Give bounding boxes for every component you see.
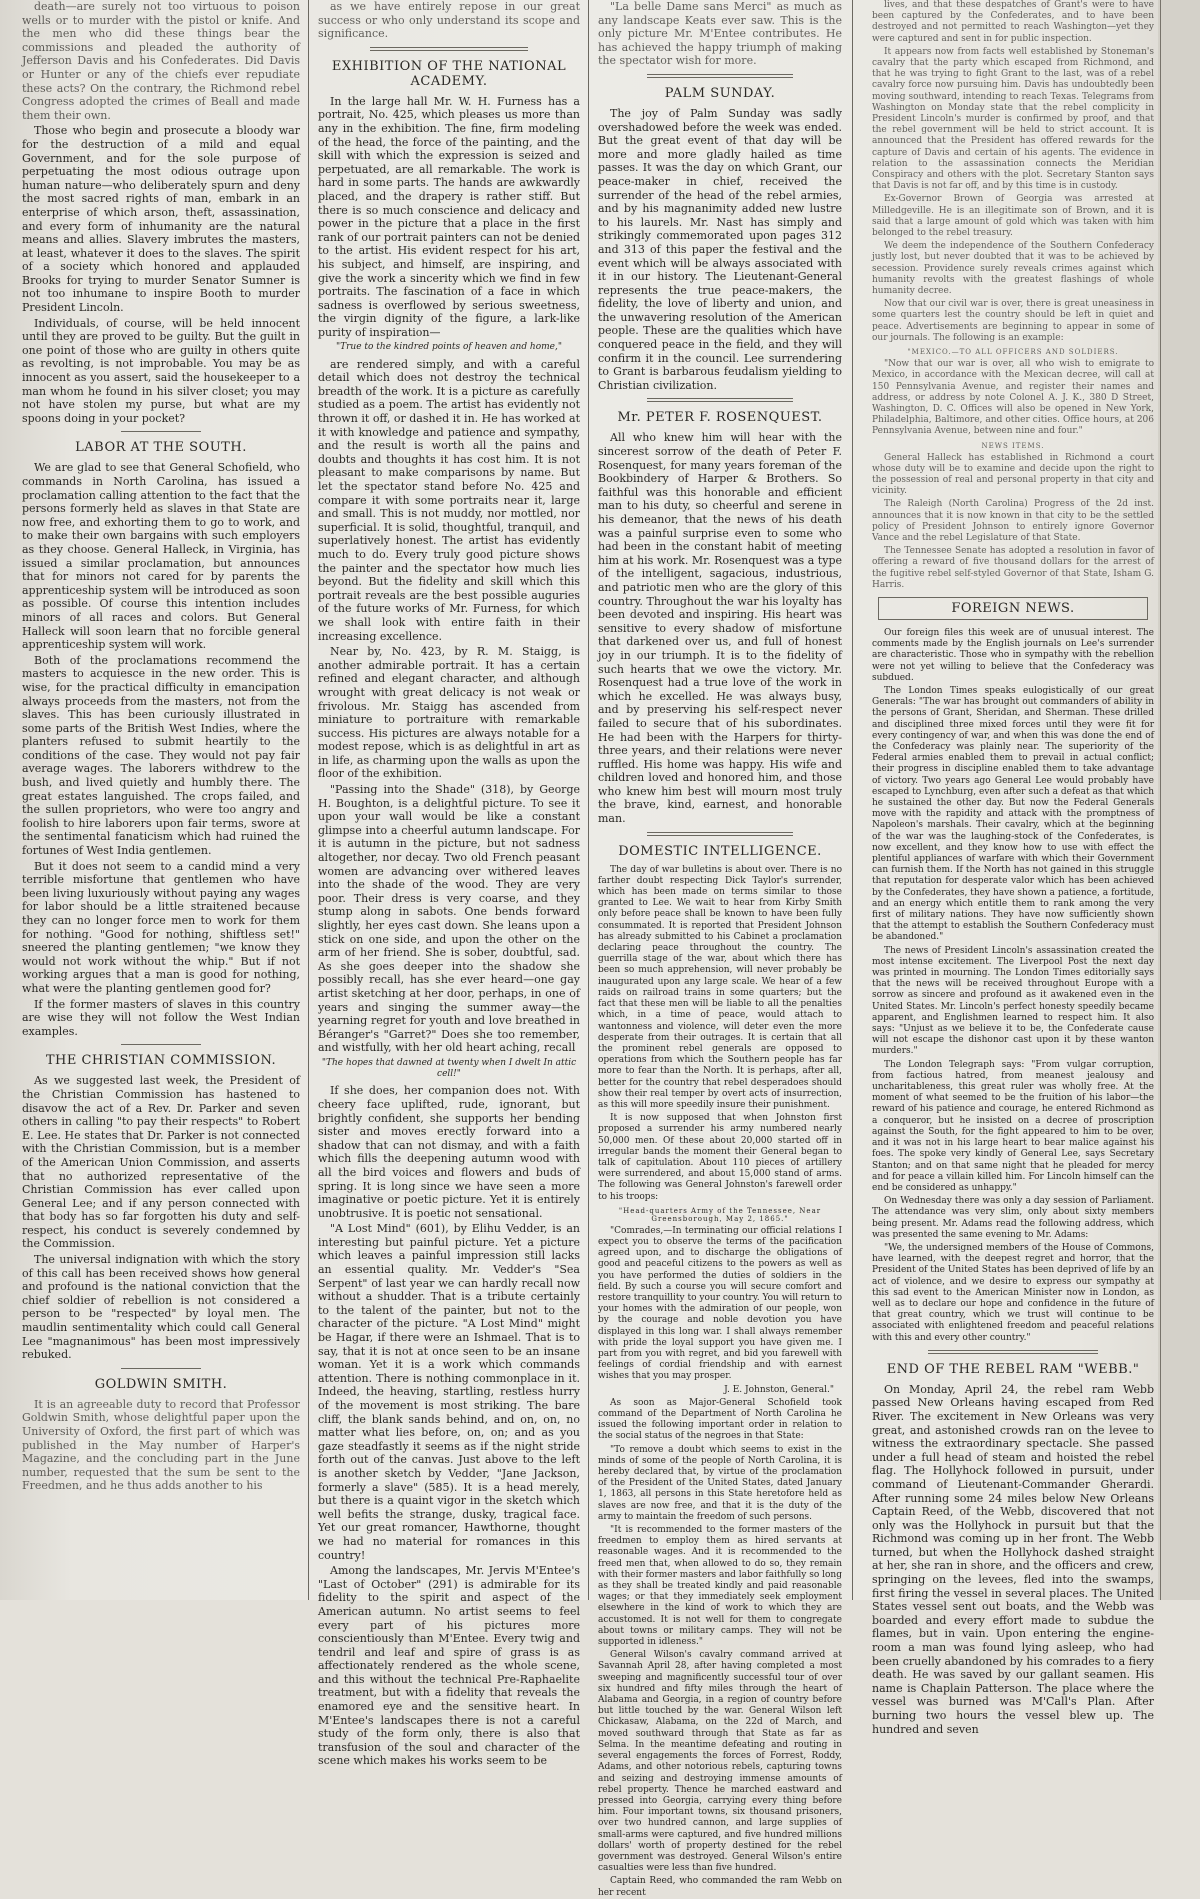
paragraph: "A Lost Mind" (601), by Elihu Vedder, is an interesting but painful picture. Yet a picture which leaves a painful impression still lacks an essential quality. Mr. Vedder's "Sea Serpent" of last year we can hardly recall now without a shudder. That is a tribute certainly to the talent of the painter, but not to the character of the picture. "A Lost Mind" might be Hagar, if there were an Ishmael. That is to say, that it is not at once seen to be an insane woman. Yet it is a work which commands attention. There is nothing commonplace in it. Indeed, the heaving, startling, restless hurry of the movement is most striking. The bare cliff, the blank sands behind, and on, on, no matter what lies before, on, on; and as you gaze steadfastly it seems as if the night stride forth out of the canvas. Just above to the left is another sketch by Vedder, "Jane Jackson, formerly a slave" (585). It is a head merely, but there is a quaint vigor in the sketch which well befits the strange, dusky, tragical face. Yet our great romancer, Hawthorne, thought we had no material for romances in this country! [318, 1222, 580, 1562]
article-domestic [598, 865, 842, 1899]
column-rule [1160, 0, 1161, 1600]
separator [370, 47, 527, 51]
separator [121, 1368, 201, 1369]
paragraph: are rendered simply, and with a careful detail which does not destroy the technical breadth of the work. It is a picture as carefully studied as a poem. The artist has evidently not thrown it off, or dashed it in. He has worked at it with knowledge and patience and sympathy, and the result is worth all the pains and doubts and thoughts it has cost him. It is not pleasant to make comparisons by name. But let the spectator stand before No. 425 and compare it with some portraits near it, large and small. This is not muddy, nor mottled, nor superficial. It is solid, thoughtful, tranquil, and superlatively honest. The artist has evidently much to do. Every truly good picture shows the painter and the spectator how much lies beyond. But the fidelity and skill which this portrait reveals are the best possible auguries of the future works of Mr. Furness, for which we shall look with entire faith in their increasing excellence. [318, 357, 581, 643]
paragraph: The London Telegraph says: "From vulgar corruption, from factious hatred, from meanest jealousy and uncharitableness, this great ruler was wholly free. At the moment of what seemed to be the fruition of his labor—the reward of his patience and courage, he entered Richmond as a conqueror, but he insisted on a decree of proscription against the South, for the fight appeared to him to be over, and it was not in his large heart to bear malice against his foes. The spoke very kindly of General Lee, says Secretary Stanton; and on that same night that he pleaded for mercy and for peace a villain killed him. For Lincoln himself can the end be considered as unhappy." [872, 1059, 1154, 1193]
paragraph: We deem the independence of the Southern Confederacy justly lost, but never doubted that it was to be achieved by secession. Providence surely reveals crimes against which humanity revolts with the greatest flashings of whole humanity decree. [872, 241, 1154, 297]
column-3 [598, 0, 842, 1898]
paragraph: "La belle Dame sans Merci" as much as any landscape Keats ever saw. This is the only picture Mr. M'Entee contributes. He has achieved the happy triumph of making the spectator wish for more. [598, 0, 842, 68]
paragraph: Among the landscapes, Mr. Jervis M'Entee's "Last of October" (291) is admirable for its fidelity to the spirit and aspect of the American autumn. No artist seems to feel every part of his pictures more conscientiously than M'Entee. Every twig and tendril and leaf and spire of grass is as affectionately rendered as the whole scene, and this without the technical Pre-Raphaelite treatment, but with a fidelity that reveals the enamored eye and the sensitive heart. In M'Entee's landscapes there is not a careful study of the form only, there is also that transfusion of the soul and character of the scene which makes his works seem to be [318, 1564, 580, 1768]
paragraph: It is an agreeable duty to record that Professor Goldwin Smith, whose delightful paper upon the University of Oxford, the first part of which was published in the May number of Harper's Magazine, and the concluding part in the June number, requested that the sum be sent to the Freedmen, and he thus adds another to his [22, 1397, 300, 1493]
paragraph: We are glad to see that General Schofield, who commands in North Carolina, has issued a proclamation calling attention to the fact that the persons formerly held as slaves in that State are now free, and exhorting them to go to work, and to make their own bargains with such employers as they choose. General Halleck, in Virginia, has issued a similar proclamation, but announces that for minors not cared for by parents the apprenticeship system will be introduced as soon as possible. Of course this intention includes minors of all races and colors. But General Halleck will soon learn that no forcible general apprenticeship system will work. [22, 461, 300, 652]
col4-top-paragraphs [872, 0, 1154, 591]
article-commission [22, 1074, 300, 1361]
paragraph: Individuals, of course, will be held innocent until they are proved to be guilty. But the guilt in one point of those who are guilty in others quite as revolting, is not improbable. You may be as innocent as you assert, said the housekeeper to a man whom he found in his silver closet; you may not have stolen my purse, but what are my spoons doing in your pocket? [22, 316, 300, 425]
quotation: "True to the kindred points of heaven and home," [335, 342, 563, 353]
paragraph: If the former masters of slaves in this country are wise they will not follow the West Indian examples. [22, 997, 300, 1038]
article-title-commission: THE CHRISTIAN COMMISSION. [45, 1053, 277, 1069]
paragraph: The Raleigh (North Carolina) Progress of the 2d inst. announces that it is now known in that city to be the settled policy of President Johnson to entirely ignore Governor Vance and the rebel Legislature of that State. [872, 499, 1154, 543]
column-1 [22, 0, 300, 1600]
paragraph: Captain Reed, who commanded the ram Webb on her recent [598, 1876, 842, 1898]
article-title-domestic: DOMESTIC INTELLIGENCE. [618, 843, 822, 859]
separator [928, 1350, 1097, 1354]
order-heading: "Head-quarters Army of the Tennessee, Near Greensborough, May 2, 1865." [618, 1206, 822, 1223]
paragraph: On Wednesday there was only a day session of Parliament. The attendance was very slim, only about sixty members being present. Mr. Adams read the following address, which was presented the same evening to Mr. Adams: [872, 1196, 1154, 1240]
separator [647, 398, 793, 402]
column-2 [318, 0, 581, 1768]
paragraph: "Comrades,—In terminating our official relations I expect you to observe the terms of the pacification agreed upon, and to discharge the obligations of good and peaceful citizens to the powers as well as you have performed the duties of soldiers in the field. By such a course you will secure comfort and restore tranquillity to your country. You will return to your homes with the admiration of our people, won by the courage and noble devotion you have displayed in this long war. I shall always remember with pride the loyal support you have given me. I part from you with regret, and bid you farewell with feelings of cordial friendship and with earnest wishes that you may prosper. [598, 1225, 842, 1382]
paragraph: General Wilson's cavalry command arrived at Savannah April 28, after having completed a most sweeping and magnificently successful tour of over six hundred and fifty miles through the heart of Alabama and Georgia, in a region of country before but little touched by the war. General Wilson left Chickasaw, Alabama, on the 22d of March, and moved southward through that State as far as Selma. In the meantime defeating and routing in several engagements the forces of Forrest, Roddy, Adams, and other notorious rebels, capturing towns and seizing and destroying immense amounts of rebel property. Thence he marched eastward and pressed into Georgia, carrying every thing before him. Four important towns, six thousand prisoners, over two hundred cannon, and large supplies of small-arms were captured, and five hundred millions dollars' worth of property destined for the rebel government was destroyed. General Wilson's entire casualties were less than five hundred. [598, 1650, 842, 1874]
paragraph: But it does not seem to a candid mind a very terrible misfortune that gentlemen who have been living luxuriously without paying any wages for labor should be a little straitened because they can no longer force men to work for them for nothing. "Good for nothing, shiftless set!" sneered the planting gentlemen; "we know they would not work without the whip." But if not working argues that a man is good for nothing, what were the planting gentlemen good for? [22, 859, 300, 995]
col1-top-paragraphs [22, 0, 300, 425]
article-rosenquest [598, 431, 842, 825]
paragraph: Now that our civil war is over, there is great uneasiness in some quarters lest the country should be left in quiet and peace. Advertisements are beginning to appear in some of our journals. The following is an example: [872, 299, 1154, 343]
paragraph: Both of the proclamations recommend the masters to acquiesce in the new order. This is wise, for the practical difficulty in emancipation always proceeds from the masters, not from the slaves. This has been curiously illustrated in some parts of the British West Indies, where the planters refused to submit heartily to the conditions of the case. They would not pay fair average wages. The laborers withdrew to the bush, and lived quietly and humbly there. The great estates languished. The crops failed, and the sullen proprietors, who were too angry and foolish to hire laborers upon fair terms, swore at the sentimental fanaticism which had ruined the fortunes of West India gentlemen. [22, 653, 300, 858]
paragraph: Those who begin and prosecute a bloody war for the destruction of a mild and equal Government, and for the sole purpose of perpetuating the most odious outrage upon human nature—who deliberately spurn and deny the most sacred rights of man, embark in an enterprise of which arson, theft, assassination, and every form of inhumanity are the natural means and allies. Slavery imbrutes the masters, at least, whatever it does to the slaves. The spirit of a society which honored and applauded Brooks for trying to murder Senator Sumner is not too inhumane to inspire Booth to murder President Lincoln. [22, 124, 300, 315]
paragraph: lives, and that these despatches of Grant's were to have been captured by the Confederates, and to have been destroyed and not permitted to reach Washington—yet they were captured and sent in for public inspection. [872, 0, 1154, 44]
article-title-rosenquest: Mr. PETER F. ROSENQUEST. [617, 410, 823, 426]
news-items-heading: NEWS ITEMS. [981, 441, 1045, 450]
paragraph: The universal indignation with which the story of this call has been received shows how general and profound is the national conviction that the chief soldier of rebellion is not considered a person to be "respected" by loyal men. The maudlin sentimentality which could call General Lee "magnanimous" has been most impressively rebuked. [22, 1253, 300, 1362]
paragraph: "To remove a doubt which seems to exist in the minds of some of the people of North Carolina, it is hereby declared that, by virtue of the proclamation of the President of the United States, dated January 1, 1863, all persons in this State heretofore held as slaves are now free, and that it is the duty of the army to maintain the freedom of such persons. [598, 1444, 842, 1522]
article-exhibition [318, 95, 580, 1768]
separator [121, 1044, 201, 1045]
separator [121, 431, 201, 432]
paragraph: death—are surely not too virtuous to poison wells or to murder with the pistol or knife. And the men who did these things bear the commissions and pleaded the authority of Jefferson Davis and his Confederates. Did Davis or Hunter or any of the chiefs ever repudiate these acts? On the contrary, the Richmond rebel Congress adopted the crimes of Beall and made them their own. [22, 0, 300, 122]
paragraph: "It is recommended to the former masters of the freedmen to employ them as hired servants at reasonable wages. And it is recommended to the freed men that, when allowed to do so, they remain with their former masters and labor faithfully so long as they shall be treated kindly and paid reasonable wages; or that they immediately seek employment elsewhere in the kind of work to which they are accustomed. It is not well for them to congregate about towns or military camps. They will not be supported in idleness." [598, 1525, 842, 1648]
column-4 [872, 0, 1154, 1736]
paragraph: The London Times speaks eulogistically of our great Generals: "The war has brought out commanders of ability in the persons of Grant, Sheridan, and Sherman. These drilled and disciplined three mixed forces until they were fit for every contingency of war, and when this was done the end of the Confederacy was plainly near. The superiority of the Federal armies enabled them to prevail in actual conflict; their progress in discipline enabled them to take advantage of victory. Two years ago General Lee would probably have escaped to Lynchburg, even after such a defeat as that which he sustained the other day. But now the Federal Generals move with the rapidity and attack with the promptness of Napoleon's marshals. Their cavalry, which at the beginning of the war was the laughing-stock of the Confederates, is now excellent, and they know how to use with effect the plentiful appliances of warfare with which their Government can furnish them. If the North has not gained in this struggle that reputation for desperate valor which has been achieved by the Confederates, they have shown a patience, a fortitude, and an energy which entitle them to rank among the very first of military nations. They have now sufficiently shown that the attempt to establish the Southern Confederacy must be abandoned." [872, 685, 1154, 943]
article-title-goldwin: GOLDWIN SMITH. [94, 1376, 228, 1392]
article-title-foreign: FOREIGN NEWS. [878, 597, 1148, 620]
article-goldwin [22, 1398, 300, 1493]
paragraph: as we have entirely repose in our great success or who only understand its scope and significance. [318, 0, 580, 41]
article-labor [22, 461, 300, 1038]
article-title-webb: END OF THE REBEL RAM "WEBB." [886, 1361, 1140, 1377]
signature-line: J. E. Johnston, General." [724, 1384, 834, 1395]
paragraph: "We, the undersigned members of the House of Commons, have learned, with the deepest regret and horror, that the President of the United States has been deprived of life by an act of violence, and we desire to express our sympathy at this sad event to the American Minister now in London, as well as to declare our hope and confidence in the future of that great country, which we trust will continue to be associated with enlightened freedom and peaceful relations with this and every other country." [872, 1242, 1154, 1343]
paragraph: In the large hall Mr. W. H. Furness has a portrait, No. 425, which pleases us more than any in the exhibition. The fine, firm modeling of the head, the force of the painting, and the skill with which the expression is seized and perpetuated, are all remarkable. The work is hard in some parts. The hands are awkwardly placed, and the drapery is rather stiff. But there is so much conscience and delicacy and power in the picture that a place in the first rank of our portrait painters can not be denied to the artist. His evident respect for his art, his subject, and himself, are inspiring, and give the work a sincerity which we find in few portraits. The fascination of a face in which sadness is overflowed by serious sweetness, the virgin dignity of the figure, a lark-like purity of inspiration— [318, 94, 580, 339]
paragraph: It is now supposed that when Johnston first proposed a surrender his army numbered nearly 50,000 men. Of these about 20,000 started off in irregular bands the moment their General began to talk of capitulation. About 110 pieces of artillery were surrendered, and about 15,000 stand of arms. The following was General Johnston's farewell order to his troops: [598, 1113, 842, 1202]
page-gutter [1158, 0, 1200, 1600]
column-rule [852, 0, 853, 1600]
advertisement-heading: "MEXICO.—TO ALL OFFICERS AND SOLDIERS. [907, 348, 1119, 357]
separator [647, 74, 793, 78]
paragraph: On Monday, April 24, the rebel ram Webb passed New Orleans having escaped from Red River. The excitement in New Orleans was very great, and astonished crowds ran on the levee to witness the extraordinary spectacle. She passed under a full head of steam and hoisted the rebel flag. The Hollyhock followed in pursuit, under command of Lieutenant-Commander Gherardi. After running some 24 miles below New Orleans Captain Reed, of the Webb, discovered that not only was the Hollyhock in pursuit but that the Richmond was coming up in her front. The Webb turned, but when the Hollyhock dashed straight at her, she ran in shore, and the officers and crew, springing on the levees, fled into the swamps, first firing the vessel in several places. The United States vessel sent out boats, and the Webb was boarded and every effort made to subdue the flames, but in vain. Upon entering the engine-room a man was found lying asleep, who had been cruelly abandoned by his comrades to a fiery death. He was saved by our gallant seamen. His name is Chaplain Patterson. The place where the vessel was burned was M'Call's Plan. After burning two hours the vessel blew up. The hundred and seven [872, 1382, 1154, 1736]
paragraph: Near by, No. 423, by R. M. Staigg, is another admirable portrait. It has a certain refined and elegant character, and although wrought with great delicacy is not weak or frivolous. Mr. Staigg has ascended from miniature to portraiture with remarkable success. His pictures are always notable for a modest repose, which is as delightful in art as in life, as charming upon the walls as upon the floor of the exhibition. [318, 645, 580, 781]
article-title-exhibition: EXHIBITION OF THE NATIONAL ACADEMY. [331, 58, 567, 89]
paragraph: General Halleck has established in Richmond a court whose duty will be to examine and decide upon the right to the possession of real and personal property in that city and vicinity. [872, 452, 1154, 497]
article-webb [872, 1383, 1154, 1736]
paragraph: It appears now from facts well established by Stoneman's cavalry that the party which escaped from Richmond, and that he was trying to fight Grant to the last, was of a rebel cavalry force now pursuing him. Davis has undoubtedly been moving southward, intending to reach Texas. Telegrams from Washington on Monday state that the rebel complicity in President Lincoln's murder is confirmed by proof, and that the rebel government will be held to strict account. It is announced that the President has offered rewards for the capture of Davis and certain of his agents. The evidence in relation to the assassination connects the Meridian Conspiracy and others with the plot. Secretary Stanton says that Davis is not far off, and by this time is in custody. [872, 46, 1154, 192]
article-foreign [872, 628, 1154, 1344]
paragraph: All who knew him will hear with the sincerest sorrow of the death of Peter F. Rosenquest, for many years foreman of the Bookbindery of Harper & Brothers. So faithful was this honorable and efficient man to his duty, so cheerful and serene in his demeanor, that the news of his death was a painful surprise even to some who had been in the constant habit of meeting him at his work. Mr. Rosenquest was a type of the intelligent, sagacious, industrious, and patriotic men who are the glory of this country. Throughout the war his loyalty has been devoted and inspiring. His heart was sensitive to every shadow of misfortune that darkened over us, and full of honest joy in our triumph. It is to the fidelity of such hearts that we owe the victory. Mr. Rosenquest had a true love of the work in which he excelled. He was always busy, and by preserving his self-respect never failed to secure that of his subordinates. He had been with the Harpers for thirty-three years, and their relations were never ruffled. His home was happy. His wife and children loved and honored him, and those who knew him best will mourn most truly the brave, kind, earnest, and honorable man. [598, 431, 842, 826]
paragraph: The Tennessee Senate has adopted a resolution in favor of offering a reward of five thousand dollars for the arrest of the fugitive rebel self-styled Governor of that State, Isham G. Harris. [872, 546, 1154, 590]
paragraph: The news of President Lincoln's assassination created the most intense excitement. The Liverpool Post the next day was printed in mourning. The London Times editorially says that the news will be received throughout Europe with a sorrow as sincere and profound as it awakened even in the United States. Mr. Lincoln's perfect honesty speedily became apparent, and Englishmen learned to respect him. It also says: "Unjust as we believe it to be, the Confederate cause will not escape the dishonor cast upon it by these wanton murders." [872, 945, 1154, 1057]
quotation: "The hopes that dawned at twenty when I dwelt In attic cell!" [321, 1057, 577, 1080]
separator [647, 832, 793, 836]
paragraph: As soon as Major-General Schofield took command of the Department of North Carolina he issued the following important order in relation to the social status of the negroes in that State: [598, 1397, 842, 1442]
article-title-palm: PALM SUNDAY. [664, 85, 776, 101]
paragraph: The day of war bulletins is about over. There is no farther doubt respecting Dick Taylor's surrender, which has been made on terms similar to those granted to Lee. We wait to hear from Kirby Smith only before peace shall be known to have been fully consummated. It is reported that President Johnson has already submitted to his Cabinet a proclamation declaring peace throughout the country. The guerrilla stage of the war, about which there has been so much apprehension, will never probably be inaugurated upon any large scale. We hear of a few raids on railroad trains in some quarters; but the fact that these men will be liable to all the penalties which, in a time of peace, would attach to wantonness and violence, will deter even the more desperate from their outrages. It is certain that all the prominent rebel generals are opposed to operations from which the Southern people has far more to fear than the North. It is perhaps, after all, better for the country that rebel desperadoes should show their real temper by overt acts of insurrection, as this will more speedily insure their punishment. [598, 864, 842, 1110]
column-rule [308, 0, 309, 1600]
article-palm [598, 107, 842, 392]
paragraph: As we suggested last week, the President of the Christian Commission has hastened to disavow the act of a Rev. Dr. Parker and seven others in calling "to pay their respects" to Robert E. Lee. He states that Dr. Parker is not connected with the Christian Commission, but is a member of the American Union Commission, and asserts that no authorized representative of the Christian Commission has ever called upon General Lee; and if any person connected with that body has so far forgotten his duty and self-respect, his conduct is severely condemned by the Commission. [22, 1074, 300, 1251]
article-title-labor: LABOR AT THE SOUTH. [75, 440, 247, 456]
paragraph: The joy of Palm Sunday was sadly overshadowed before the week was ended. But the great event of that day will be more and more gladly hailed as time passes. It was the day on which Grant, our peace-maker in chief, received the surrender of the head of the rebel armies, and by his magnanimity added new lustre to his laurels. Mr. Nast has simply and strikingly commemorated upon pages 312 and 313 of this paper the festival and the event which will be always associated with it in our history. The Lieutenant-General represents the true peace-makers, the fidelity, the love of liberty and union, and the unwavering resolution of the American people. These are the qualities which have conquered peace in the field, and they will confirm it in the council. Lee surrendering to Grant is barbarous feudalism yielding to Christian civilization. [598, 106, 842, 392]
paragraph: "Now that our war is over, all who wish to emigrate to Mexico, in accordance with the Mexican decree, will call at 150 Pennsylvania Avenue, and register their names and address, or address by note Colonel A. J. K., 380 D Street, Washington, D. C. Offices will also be opened in New York, Philadelphia, Baltimore, and other cities. Office hours, at 206 Pennsylvania Avenue, between nine and four." [872, 359, 1154, 437]
column-rule [588, 0, 589, 1600]
paragraph: If she does, her companion does not. With cheery face uplifted, rude, ignorant, but brightly confident, she supports her bending sister and moves erectly forward into a shadow that can not dismay, and with a faith which fills the deepening autumn wood with all the bird voices and flowers and buds of spring. It is long since we have seen a more imaginative or poetic picture. Yet it is entirely unobtrusive. It is poetic not sensational. [318, 1084, 580, 1220]
paragraph: Our foreign files this week are of unusual interest. The comments made by the English journals on Lee's surrender are characteristic. Those who in sympathy with the rebellion were not yet willing to believe that the Confederacy was subdued. [872, 627, 1154, 683]
paragraph: Ex-Governor Brown of Georgia was arrested at Milledgeville. He is an illegitimate son of Brown, and it is said that a large amount of gold which was taken with him belonged to the rebel treasury. [872, 194, 1154, 239]
paragraph: "Passing into the Shade" (318), by George H. Boughton, is a delightful picture. To see it upon your wall would be like a constant glimpse into a cheerful autumn landscape. For it is autumn in the picture, but not sadness altogether, nor decay. Two old French peasant women are advancing over withered leaves into the shade of the wood. They are very poor. Their dress is very coarse, and they stump along in sabots. One bends forward slightly, her eyes cast down. She leans upon a stick on one side, and upon the other on the arm of her friend. She is sober, doubtful, sad. As she goes deeper into the shadow she possibly recall, has she ever heard—one gay artist sketching at her door, perhaps, in one of years and singing the summer away—the yearning regret for youth and love breathed in Béranger's "Garret?" Does she too remember, and wistfully, with her old heart aching, recall [318, 783, 580, 1055]
